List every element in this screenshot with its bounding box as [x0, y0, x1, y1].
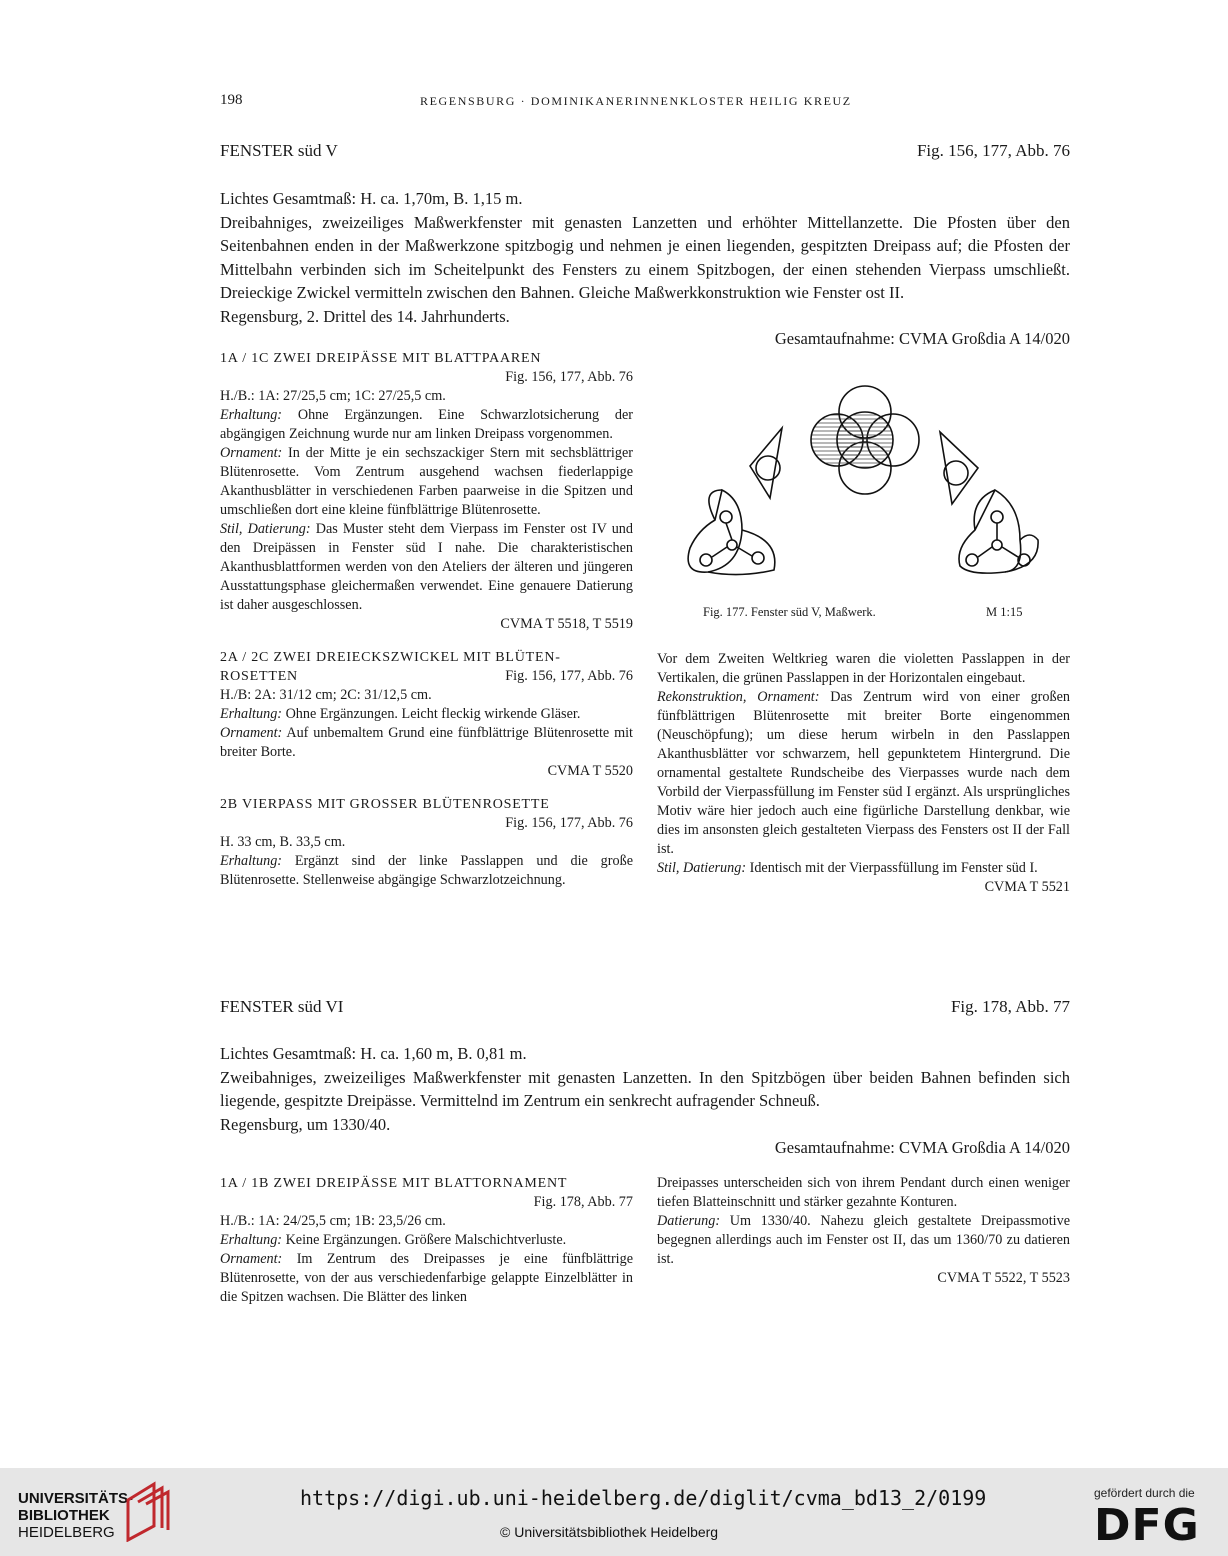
entry-measure: H./B: 2A: 31/12 cm; 2C: 31/12,5 cm.	[220, 687, 432, 703]
entry-heading: 1A / 1C ZWEI DREIPÄSSE MIT BLATTPAAREN	[220, 351, 542, 366]
section-fig-ref: Fig. 178, Abb. 77	[950, 997, 1070, 1016]
entry-cvma: CVMA T 5522, T 5523	[937, 1270, 1070, 1286]
ub-heidelberg-logo[interactable]: UNIVERSITÄTS- BIBLIOTHEK HEIDELBERG	[18, 1490, 134, 1541]
right-trefoil-shape	[959, 490, 1038, 573]
entry-heading: 1A / 1B ZWEI DREIPÄSSE MIT BLATTORNAMENT	[220, 1176, 568, 1191]
photo-reference: Gesamtaufnahme: CVMA Großdia A 14/020	[774, 329, 1070, 348]
entry-ornament: Ornament: Im Zentrum des Dreipasses je eine fünfblättrige Blütenrosette, von der aus verschiedenfarbige gelappte Einzelblätter in die Spitzen wachsen. Die Blätter des linken	[220, 1251, 633, 1305]
section-intro	[220, 1042, 1070, 1136]
label-datierung: Datierung:	[657, 1213, 721, 1229]
photo-reference: Gesamtaufnahme: CVMA Großdia A 14/020	[774, 1138, 1070, 1157]
section-title-sued-v: FENSTER süd V	[220, 141, 338, 160]
right-column-sued-v	[657, 650, 1070, 897]
entry-ornament: Ornament: Auf unbemaltem Grund eine fünfblättrige Blütenrosette mit breiter Borte.	[220, 725, 633, 760]
overall-measure: Lichtes Gesamtmaß: H. ca. 1,70m, B. 1,15 m.	[220, 189, 523, 208]
entry-erhaltung: Erhaltung: Ohne Ergänzungen. Leicht fleckig wirkende Gläser.	[220, 706, 581, 722]
permalink-url[interactable]: https://digi.ub.uni-heidelberg.de/diglit/cvma_bd13_2/0199	[300, 1486, 987, 1510]
figure-scale: M 1:15	[986, 605, 1023, 619]
section-title-sued-vi: FENSTER süd VI	[220, 997, 344, 1016]
left-column-sued-v	[220, 349, 633, 890]
dfg-funding-note: gefördert durch die	[1094, 1486, 1195, 1500]
entry-erhaltung: Erhaltung: Keine Ergänzungen. Größere Malschichtverluste.	[220, 1232, 567, 1248]
window-description: Dreibahniges, zweizeiliges Maßwerkfenster mit genasten Lanzetten und erhöhter Mittellanzette. Die Pfosten über den Seitenbahnen enden in der Maßwerkzone spitzbogig und nehmen je einen liegenden, gespitzten Dreipass auf; die Pfosten der Mittelbahn verbinden sich im Scheitelpunkt des Fensters zu einem Spitzbogen, der einen stehenden Vierpass umschließt. Dreieckige Zwickel vermitteln zwischen den Bahnen. Gleiche Maßwerkkonstruktion wie Fenster ost II.	[220, 212, 1070, 302]
label-erhaltung: Erhaltung:	[220, 407, 283, 423]
label-ornament: Ornament:	[220, 445, 283, 461]
entry-erhaltung: Erhaltung: Ergänzt sind der linke Passlappen und die große Blütenrosette. Stellenweise abgängige Schwarzlotzeichnung.	[220, 853, 633, 888]
dfg-logo[interactable]: DFG	[1094, 1500, 1200, 1551]
dating: Regensburg, 2. Drittel des 14. Jahrhunderts.	[220, 306, 510, 326]
page-number: 198	[220, 92, 243, 108]
entry-measure: H./B.: 1A: 24/25,5 cm; 1B: 23,5/26 cm.	[220, 1213, 446, 1229]
label-rekonstruktion: Rekonstruktion, Ornament:	[657, 689, 820, 705]
dating: Regensburg, um 1330/40.	[220, 1114, 391, 1134]
ub-logo-icon	[122, 1480, 172, 1542]
entry-erhaltung: Erhaltung: Ohne Ergänzungen. Eine Schwarzlotsicherung der abgängigen Zeichnung wurde nur am linken Dreipass vorgenommen.	[220, 407, 633, 442]
overall-measure: Lichtes Gesamtmaß: H. ca. 1,60 m, B. 0,81 m.	[220, 1044, 527, 1063]
window-description: Zweibahniges, zweizeiliges Maßwerkfenster mit genasten Lanzetten. In den Spitzbögen über beiden Bahnen befinden sich liegende, gespitzte Dreipässe. Vermittelnd im Zentrum ein senkrecht aufragender Schneuß.	[220, 1067, 1070, 1110]
entry-datierung: Datierung: Um 1330/40. Nahezu gleich gestaltete Dreipassmotive begegnen allerdings auch im Fenster ost II, das um 1360/70 zu datieren ist.	[657, 1213, 1070, 1267]
section-fig-ref: Fig. 156, 177, Abb. 76	[916, 141, 1070, 160]
left-column-sued-vi	[220, 1174, 633, 1307]
entry-cvma: CVMA T 5521	[984, 879, 1070, 895]
right-column-sued-vi	[657, 1174, 1070, 1288]
entry-heading: 2B VIERPASS MIT GROSSER BLÜTENROSETTE	[220, 797, 550, 812]
history-paragraph: Vor dem Zweiten Weltkrieg waren die violetten Passlappen in der Vertikalen, die grünen Passlappen in der Horizontalen eingebaut.	[657, 651, 1070, 686]
label-stil: Stil, Datierung:	[220, 521, 311, 537]
continued-paragraph: Dreipasses unterscheiden sich von ihrem Pendant durch einen weniger tiefen Blatteinschnitt und stärker gezahnte Konturen.	[657, 1175, 1070, 1210]
entry-fig-ref: Fig. 178, Abb. 77	[533, 1194, 633, 1210]
entry-cvma: CVMA T 5518, T 5519	[500, 616, 633, 632]
left-trefoil-shape	[688, 490, 775, 575]
footer-bar	[0, 1468, 1228, 1556]
entry-fig-ref: Fig. 156, 177, Abb. 76	[505, 369, 633, 385]
quatrefoil-shape	[811, 386, 919, 494]
tracery-drawing	[670, 380, 1060, 585]
entry-measure: H./B.: 1A: 27/25,5 cm; 1C: 27/25,5 cm.	[220, 388, 446, 404]
entry-fig-ref: Fig. 156, 177, Abb. 76	[505, 815, 633, 831]
section-intro	[220, 187, 1070, 328]
entry-measure: H. 33 cm, B. 33,5 cm.	[220, 834, 346, 850]
entry-stil: Stil, Datierung: Identisch mit der Vierpassfüllung im Fenster süd I.	[657, 860, 1038, 876]
entry-heading: 2A / 2C ZWEI DREIECKSZWICKEL MIT BLÜTEN-	[220, 650, 561, 665]
entry-cvma: CVMA T 5520	[547, 763, 633, 779]
entry-heading-continued: ROSETTEN Fig. 156, 177, Abb. 76	[220, 668, 633, 684]
entry-rekonstruktion: Rekonstruktion, Ornament: Das Zentrum wird von einer großen fünfblättrigen Blütenrosette mit breiter Borte eingenommen (Neuschöpfung); um diese herum wirbeln in den Passlappen Akanthusblätter vor schwarzem, hell gepunktetem Hintergrund. Die ornamental gestaltete Rundscheibe des Vierpasses wurde nach dem Vorbild der Vierpassfüllung im Fenster süd I ergänzt. Als ursprüngliches Motiv wäre hier jedoch auch eine figürliche Darstellung denkbar, wie dies im ansonsten gleich gestalteten Vierpass des Fensters ost II der Fall ist.	[657, 689, 1070, 857]
running-title: REGENSBURG · DOMINIKANERINNENKLOSTER HEILIG KREUZ	[420, 94, 852, 108]
entry-stil: Stil, Datierung: Das Muster steht dem Vierpass im Fenster ost IV und den Dreipässen in Fenster süd I nahe. Die charakteristischen Akanthusblattformen werden von den Ateliers der älteren und jüngeren Ausstattungsphase gleichermaßen verwendet. Eine genauere Datierung ist daher ausgeschlossen.	[220, 521, 633, 613]
figure-caption: Fig. 177. Fenster süd V, Maßwerk.	[703, 605, 876, 619]
entry-ornament: Ornament: In der Mitte je ein sechszackiger Stern mit sechsblättriger Blütenrosette. Vom Zentrum ausgehend wachsen fiederlappige Akanthusblätter in verschiedenen Farben paarweise in die Spitzen und umschließen dort eine kleine fünfblättrige Blütenrosette.	[220, 445, 633, 518]
copyright-notice: © Universitätsbibliothek Heidelberg	[500, 1524, 719, 1540]
